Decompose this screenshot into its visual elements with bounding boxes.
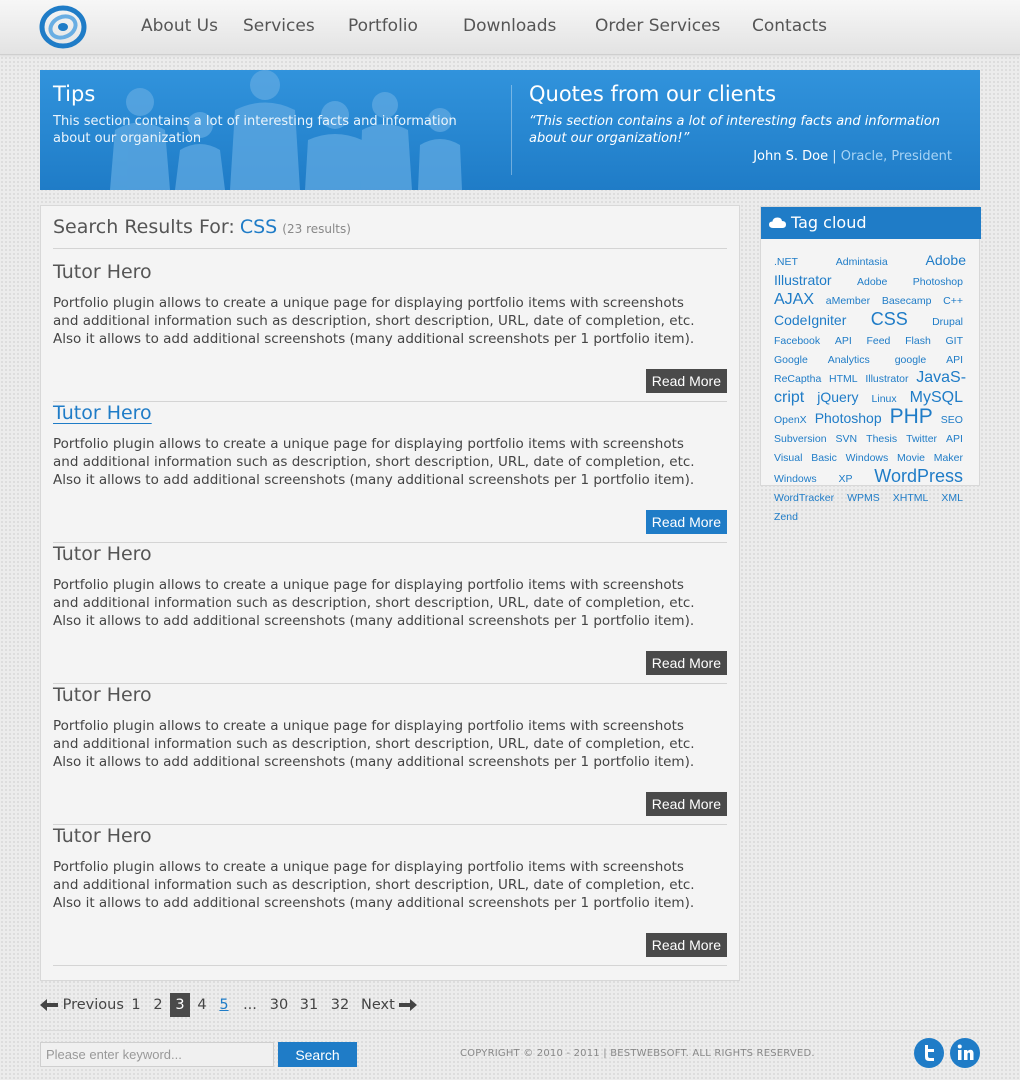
results-term: CSS [239, 216, 278, 238]
read-more-button[interactable]: Read More [646, 369, 727, 393]
result-text: Portfolio plugin allows to create a unique page for displaying portfolio items with screenshots and additional information such as description, short description, URL, date of completion, etc. Also it allows to add additional screenshots (many additional screenshots per 1 portfolio item). [53, 718, 695, 770]
results-label: Search Results For: [53, 216, 235, 238]
tag-link[interactable]: MySQL [909, 389, 964, 406]
tag-link[interactable]: CodeIgniter [774, 312, 847, 328]
banner-divider [511, 85, 512, 175]
tag-list [774, 251, 966, 526]
quote-author-line [753, 149, 952, 164]
result-text: Portfolio plugin allows to create a unique page for displaying portfolio items with screenshots and additional information such as description, short description, URL, date of completion, etc. Also it allows to add additional screenshots (many additional screenshots per 1 portfolio item). [53, 436, 695, 488]
nav-order-services[interactable]: Order Services [595, 16, 721, 36]
search-results-header [53, 216, 727, 249]
result-item [53, 684, 727, 825]
tag-link[interactable]: XP [838, 473, 853, 485]
pagination [40, 993, 440, 1017]
linkedin-logo-icon [950, 1038, 980, 1068]
tag-link[interactable]: JavaS-cript [774, 369, 967, 406]
tag-link[interactable]: .NET [774, 256, 798, 268]
search-button[interactable]: Search [278, 1042, 357, 1067]
tag-link[interactable]: C++ [943, 295, 963, 307]
result-title[interactable]: Tutor Hero [53, 825, 152, 847]
tag-link[interactable]: Windows [774, 473, 817, 485]
previous-label: Previous [62, 997, 124, 1013]
tag-link[interactable]: OpenX [774, 414, 807, 426]
search-input[interactable] [40, 1042, 274, 1067]
banner [40, 70, 980, 190]
arrow-right-icon [399, 999, 417, 1011]
result-text: Portfolio plugin allows to create a unique page for displaying portfolio items with screenshots and additional information such as description, short description, URL, date of completion, etc. Also it allows to add additional screenshots (many additional screenshots per 1 portfolio item). [53, 295, 695, 347]
tag-link[interactable]: Basecamp [881, 295, 932, 307]
tag-cloud-header [761, 207, 981, 239]
tag-link[interactable]: XHTML [892, 492, 929, 504]
quotes-title: Quotes from our clients [529, 82, 777, 106]
tag-link[interactable]: CSS [870, 309, 908, 329]
next-label: Next [361, 997, 395, 1013]
tag-link[interactable]: Admintasia [835, 256, 888, 268]
page-current[interactable]: 3 [170, 993, 190, 1017]
tag-link[interactable]: WordPress [874, 466, 963, 486]
result-title[interactable]: Tutor Hero [53, 543, 152, 565]
tag-link[interactable]: Thesis [866, 433, 898, 445]
quote-text: “This section contains a lot of interesting facts and information about our organization!” [529, 114, 941, 146]
tag-link[interactable]: Adobe Illustrator [774, 252, 966, 288]
tips-text: This section contains a lot of interesting facts and information about our organization [53, 114, 457, 146]
tag-link[interactable]: ReCaptha [774, 373, 822, 385]
tag-link[interactable]: jQuery [817, 389, 859, 405]
result-title[interactable]: Tutor Hero [53, 402, 152, 424]
twitter-icon[interactable] [914, 1038, 944, 1068]
nav-portfolio[interactable]: Portfolio [348, 16, 418, 36]
nav-about-us[interactable]: About Us [141, 16, 218, 36]
tag-link[interactable]: Adobe [856, 276, 888, 288]
tag-link[interactable]: Photoshop [912, 276, 963, 288]
result-text: Portfolio plugin allows to create a unique page for displaying portfolio items with screenshots and additional information such as description, short description, URL, date of completion, etc. Also it allows to add additional screenshots (many additional screenshots per 1 portfolio item). [53, 577, 695, 629]
tag-link[interactable]: Illustrator [865, 373, 909, 385]
linkedin-icon[interactable] [950, 1038, 980, 1068]
tag-link[interactable]: Subversion [774, 433, 827, 445]
tag-link[interactable]: aMember [825, 295, 871, 307]
tag-link[interactable]: google API [894, 354, 964, 366]
tag-link[interactable]: Twitter [906, 433, 938, 445]
tag-link[interactable]: XML [941, 492, 963, 504]
result-item [53, 402, 727, 543]
read-more-button[interactable]: Read More [646, 792, 727, 816]
nav-contacts[interactable]: Contacts [752, 16, 827, 36]
twitter-logo-icon [914, 1038, 944, 1068]
tag-link[interactable]: Maker [933, 452, 963, 464]
result-item [53, 543, 727, 684]
tag-link[interactable]: Photoshop [814, 410, 882, 426]
page-link[interactable]: 5 [219, 997, 229, 1013]
pagination-previous[interactable] [40, 993, 124, 1017]
page-link[interactable]: 1 [131, 997, 141, 1013]
tag-link[interactable]: SEO [940, 414, 963, 426]
tips-title: Tips [53, 82, 96, 106]
arrow-left-icon [40, 999, 58, 1011]
result-item [53, 825, 727, 966]
page-link[interactable]: 31 [299, 997, 319, 1013]
tag-link[interactable]: HTML [829, 373, 858, 385]
tag-link[interactable]: WPMS [847, 492, 880, 504]
read-more-button[interactable]: Read More [646, 510, 727, 534]
tag-link[interactable]: SVN [835, 433, 858, 445]
tag-link[interactable]: Movie [897, 452, 926, 464]
tag-link[interactable]: API [946, 433, 963, 445]
tag-link[interactable]: Basic [811, 452, 837, 464]
tag-link[interactable]: Visual [774, 452, 803, 464]
copyright-text: COPYRIGHT © 2010 - 2011 | BESTWEBSOFT. ALL RIGHTS RESERVED. [460, 1048, 815, 1059]
read-more-button[interactable]: Read More [646, 933, 727, 957]
tag-link[interactable]: GIT [945, 335, 963, 347]
nav-downloads[interactable]: Downloads [463, 16, 557, 36]
result-text: Portfolio plugin allows to create a unique page for displaying portfolio items with screenshots and additional information such as description, short description, URL, date of completion, etc. Also it allows to add additional screenshots (many additional screenshots per 1 portfolio item). [53, 859, 695, 911]
tag-link[interactable]: Windows [845, 452, 889, 464]
page-link[interactable]: 30 [269, 997, 289, 1013]
tag-link[interactable]: Flash [905, 335, 931, 347]
page-link[interactable]: 32 [330, 997, 350, 1013]
tag-link[interactable]: AJAX [774, 291, 815, 308]
quote-organization-link[interactable]: Oracle, President [840, 149, 952, 164]
tag-link[interactable]: WordTracker [774, 492, 835, 504]
quote-author: John S. Doe [753, 149, 829, 164]
result-item [53, 261, 727, 402]
nav-services[interactable]: Services [243, 16, 315, 36]
page-ellipsis: ... [243, 997, 257, 1013]
search-results-panel [40, 205, 740, 981]
cloud-icon [769, 217, 786, 228]
tag-link[interactable]: Facebook [774, 335, 821, 347]
result-title[interactable]: Tutor Hero [53, 684, 152, 706]
header [0, 0, 1020, 55]
result-title[interactable]: Tutor Hero [53, 261, 152, 283]
tag-link[interactable]: PHP [889, 405, 933, 428]
page-link[interactable]: 4 [197, 997, 207, 1013]
tag-link[interactable]: API [834, 335, 852, 347]
results-count: (23 results) [282, 222, 351, 236]
tag-cloud-title: Tag cloud [791, 213, 867, 232]
footer-divider [40, 1030, 980, 1031]
read-more-button[interactable]: Read More [646, 651, 727, 675]
tag-link[interactable]: Feed [866, 335, 891, 347]
tag-link[interactable]: Drupal [932, 316, 963, 328]
logo-icon[interactable] [38, 3, 88, 51]
page-link[interactable]: 2 [153, 997, 163, 1013]
tag-link[interactable]: Linux [871, 393, 897, 405]
pagination-next[interactable] [361, 993, 421, 1017]
tag-link[interactable]: Google Analytics [774, 354, 870, 366]
quote-separator: | [832, 149, 837, 164]
tag-link[interactable]: Zend [774, 511, 798, 523]
tag-cloud-panel [760, 206, 980, 523]
